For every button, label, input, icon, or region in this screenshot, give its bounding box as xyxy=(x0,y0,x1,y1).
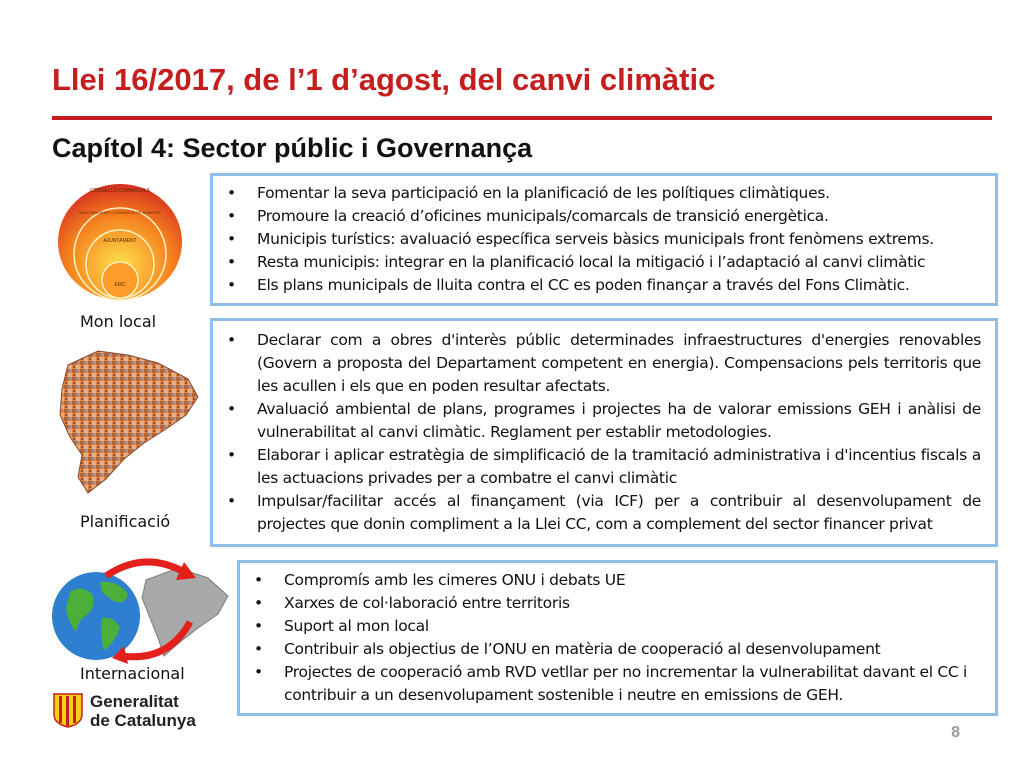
list-item: • Fomentar la seva participació en la planificació de les polítiques climàtiques. xyxy=(213,182,987,205)
section-label-planificacio: Planificació xyxy=(80,512,171,531)
title-divider xyxy=(52,116,992,120)
list-item: • Impulsar/facilitar accés al finançament (via ICF) per a contribuir al desenvolupament de projectes que donin compliment a la Llei CC, com a complement del sector financer privat xyxy=(213,490,981,536)
list-item: • Els plans municipals de lluita contra el CC es poden finançar a través del Fons Climàtic. xyxy=(213,274,987,297)
governance-rings-image xyxy=(56,180,184,302)
slide-subtitle: Capítol 4: Sector públic i Governança xyxy=(52,133,533,163)
globe-arrows-image xyxy=(48,558,238,668)
list-item: • Projectes de cooperació amb RVD vetllar per no incrementar la vulnerabilitat davant el CC i contribuir a un desenvolupament sostenible i neutre en emissions de GEH. xyxy=(240,661,983,707)
generalitat-logo-icon xyxy=(52,692,84,728)
list-item: • Suport al mon local xyxy=(240,615,983,638)
planificacio-box xyxy=(210,318,998,547)
list-item: • Xarxes de col·laboració entre territoris xyxy=(240,592,983,615)
list-item: • Contribuir als objectius de l’ONU en matèria de cooperació al desenvolupament xyxy=(240,638,983,661)
list-item: • Municipis turístics: avaluació específica serveis bàsics municipals front fenòmens extrems. xyxy=(213,228,987,251)
section-label-mon-local: Mon local xyxy=(80,312,157,331)
logo-line-2: de Catalunya xyxy=(90,711,196,730)
section-label-internacional: Internacional xyxy=(80,664,185,683)
list-item: • Promoure la creació d’oficines municipals/comarcals de transició energètica. xyxy=(213,205,987,228)
page-number: 8 xyxy=(951,724,960,741)
list-item: • Avaluació ambiental de plans, programes i projectes ha de valorar emissions GEH i anàlisi de vulnerabilitat al canvi climàtic. Reglament per establir metodologies. xyxy=(213,398,981,444)
catalonia-map-image xyxy=(48,345,204,495)
ring-label-emc: EMC xyxy=(114,282,126,288)
slide-title: Llei 16/2017, de l’1 d’agost, del canvi climàtic xyxy=(52,62,716,97)
list-item: • Elaborar i aplicar estratègia de simplificació de la tramitació administrativa i d'incentius fiscals a les actuacions privades per a combatre el canvi climàtic xyxy=(213,444,981,490)
list-item: • Compromís amb les cimeres ONU i debats UE xyxy=(240,569,983,592)
internacional-box xyxy=(237,560,998,716)
logo-line-1: Generalitat xyxy=(90,692,179,711)
ring-label-mancomunitats: MANCOMUNITATS I CONSORCIS DE MUNICIPIS xyxy=(79,211,161,215)
list-item: • Resta municipis: integrar en la planificació local la mitigació i l’adaptació al canvi climàtic xyxy=(213,251,987,274)
ring-label-ajuntament: AJUNTAMENT xyxy=(103,238,137,244)
generalitat-logo-text xyxy=(90,692,196,730)
list-item: • Declarar com a obres d'interès públic determinades infraestructures d'energies renovables (Govern a proposta del Departament competent en energia). Compensacions pels territoris que les acullen i els que en poden resultar afectats. xyxy=(213,329,981,398)
mon-local-box xyxy=(210,173,998,306)
ring-label-consells: CONSELLS COMARCALS xyxy=(90,188,150,194)
